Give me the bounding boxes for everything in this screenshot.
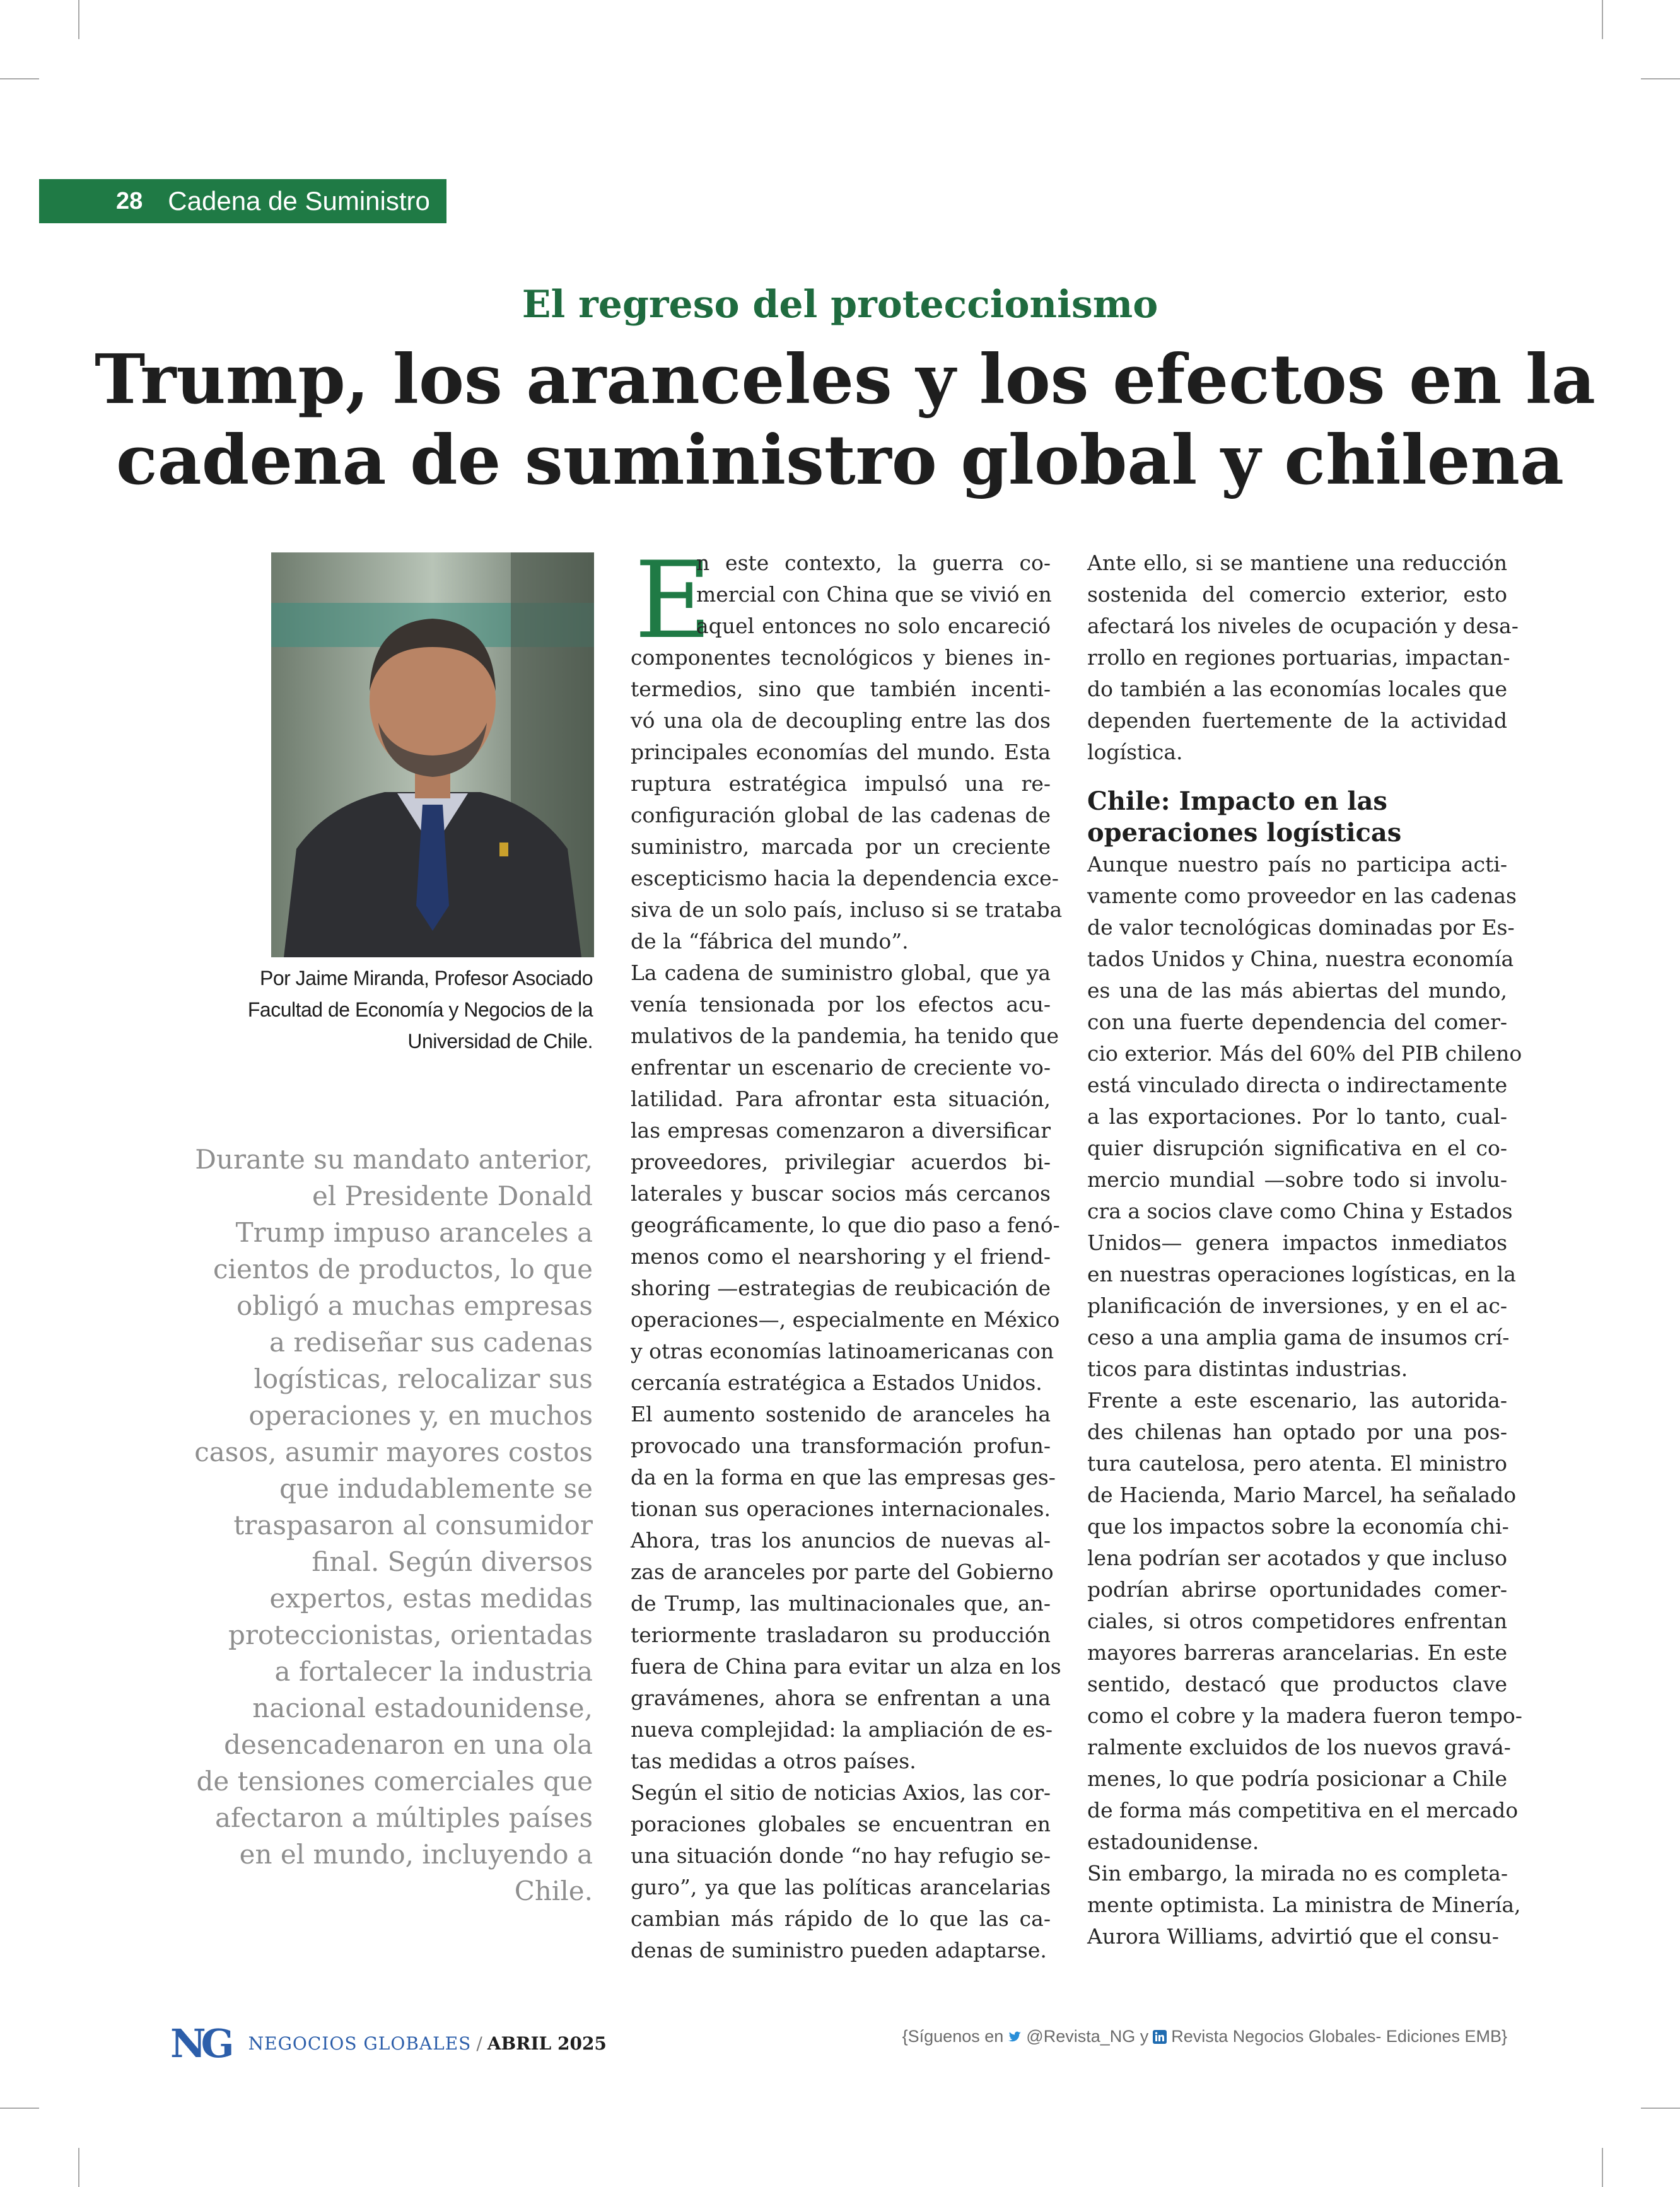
pullquote-line: Chile.	[514, 1875, 593, 1906]
body-line: cercanía estratégica a Estados Unidos.	[631, 1370, 1042, 1395]
body-line: do también a las economías locales que	[1087, 677, 1507, 701]
body-line: Según el sitio de noticias Axios, las cor-	[631, 1780, 1051, 1805]
body-line: aquel entonces no solo encareció	[696, 614, 1051, 638]
pullquote-line: Durante su mandato anterior,	[195, 1144, 593, 1175]
linkedin-name[interactable]: Revista Negocios Globales- Ediciones EMB}	[1171, 2027, 1507, 2046]
body-line: cio exterior. Más del 60% del PIB chileno	[1087, 1041, 1522, 1066]
body-line: a las exportaciones. Por lo tanto, cual-	[1087, 1104, 1507, 1129]
body-line: principales economías del mundo. Esta	[631, 740, 1051, 764]
article-kicker: El regreso del proteccionismo	[522, 283, 1158, 327]
caption-line: Universidad de Chile.	[407, 1030, 593, 1053]
body-line: Aunque nuestro país no participa acti-	[1087, 852, 1507, 877]
footer-separator: /	[476, 2033, 482, 2054]
body-line: podrían abrirse oportunidades comer-	[1087, 1577, 1507, 1602]
crop-mark	[78, 0, 79, 39]
body-line: zas de aranceles por parte del Gobierno	[631, 1560, 1054, 1584]
body-line: estadounidense.	[1087, 1829, 1259, 1854]
body-line: teriormente trasladaron su producción	[631, 1623, 1051, 1647]
author-portrait-icon	[271, 552, 594, 957]
section-title: Cadena de Suministro	[168, 186, 430, 216]
caption-line: Facultad de Economía y Negocios de la	[247, 998, 593, 1021]
pullquote-line: proteccionistas, orientadas	[228, 1619, 593, 1650]
pullquote-line: de tensiones comerciales que	[196, 1766, 593, 1797]
body-line: operaciones—, especialmente en México	[631, 1307, 1060, 1332]
pullquote-line: a rediseñar sus cadenas	[269, 1327, 593, 1358]
body-line: venía tensionada por los efectos acu-	[631, 992, 1051, 1017]
body-line: Ahora, tras los anuncios de nuevas al-	[631, 1528, 1051, 1553]
headline-line: Trump, los aranceles y los efectos en la	[95, 340, 1596, 419]
crop-mark	[1641, 78, 1680, 79]
body-line: planificación de inversiones, y en el ac-	[1087, 1293, 1507, 1318]
crop-mark	[1602, 0, 1603, 39]
body-line: nueva complejidad: la ampliación de es-	[631, 1717, 1053, 1742]
body-line: rrollo en regiones portuarias, impactan-	[1087, 645, 1510, 670]
body-line: geográficamente, lo que dio paso a fenó-	[631, 1213, 1060, 1237]
pullquote-line: que indudablemente se	[279, 1473, 593, 1504]
body-line: de Trump, las multinacionales que, an-	[631, 1591, 1051, 1616]
body-line: Ante ello, si se mantiene una reducción	[1087, 551, 1507, 575]
body-line: y otras economías latinoamericanas con	[631, 1339, 1054, 1363]
body-line: n este contexto, la guerra co-	[696, 551, 1051, 575]
body-line: Frente a este escenario, las autorida-	[1087, 1388, 1507, 1413]
pull-quote	[164, 1141, 593, 1910]
body-line: cra a socios clave como China y Estados	[1087, 1199, 1513, 1223]
twitter-handle[interactable]: @Revista_NG y	[1026, 2027, 1149, 2046]
issue-date: ABRIL 2025	[487, 2033, 607, 2054]
body-line: proveedores, privilegiar acuerdos bi-	[631, 1150, 1051, 1174]
body-column-2	[1087, 547, 1522, 1952]
body-line: Aurora Williams, advirtió que el consu-	[1087, 1924, 1499, 1949]
twitter-icon[interactable]	[1007, 2029, 1022, 2044]
body-line: latilidad. Para afrontar esta situación,	[631, 1087, 1051, 1111]
body-line: es una de las más abiertas del mundo,	[1087, 978, 1507, 1003]
body-line: gravámenes, ahora se enfrentan a una	[631, 1686, 1051, 1710]
body-line: de Hacienda, Mario Marcel, ha señalado	[1087, 1483, 1517, 1507]
body-line: en nuestras operaciones logísticas, en la	[1087, 1262, 1516, 1286]
photo-caption	[189, 962, 593, 1057]
footer-masthead	[170, 2021, 607, 2067]
page-number: 28	[116, 187, 143, 214]
body-line: guro”, ya que las políticas arancelarias	[631, 1875, 1051, 1899]
body-line: afectará los niveles de ocupación y desa-	[1087, 614, 1519, 638]
article-headline	[95, 339, 1596, 501]
body-line: una situación donde “no hay refugio se-	[631, 1843, 1051, 1868]
body-line: mulativos de la pandemia, ha tenido que	[631, 1024, 1059, 1048]
pullquote-line: traspasaron al consumidor	[233, 1510, 593, 1541]
body-line: con una fuerte dependencia del comer-	[1087, 1010, 1507, 1034]
crop-mark	[78, 2148, 79, 2187]
social-prefix: {Síguenos en	[902, 2027, 1004, 2046]
body-line: mayores barreras arancelarias. En este	[1087, 1640, 1507, 1665]
pullquote-line: cientos de productos, lo que	[213, 1254, 593, 1285]
body-line: tionan sus operaciones internacionales.	[631, 1496, 1051, 1521]
subheading-line: operaciones logísticas	[1087, 818, 1402, 848]
body-line: poraciones globales se encuentran en	[631, 1812, 1051, 1836]
pullquote-line: desencadenaron en una ola	[224, 1729, 593, 1760]
body-line: de forma más competitiva en el mercado	[1087, 1798, 1519, 1822]
body-line: provocado una transformación profun-	[631, 1433, 1051, 1458]
body-line: ciales, si otros competidores enfrentan	[1087, 1609, 1507, 1633]
pullquote-line: final. Según diversos	[312, 1546, 593, 1577]
body-line: shoring —estrategias de reubicación de	[631, 1276, 1051, 1300]
body-line: configuración global de las cadenas de	[631, 803, 1051, 827]
linkedin-icon[interactable]	[1152, 2029, 1167, 2044]
body-line: logística.	[1087, 740, 1183, 764]
body-line: escepticismo hacia la dependencia exce-	[631, 866, 1059, 890]
body-line: Unidos— genera impactos inmediatos	[1087, 1230, 1507, 1255]
body-line: mercial con China que se vivió en	[696, 582, 1052, 607]
caption-line: Por Jaime Miranda, Profesor Asociado	[259, 967, 593, 989]
body-paragraphs	[1087, 849, 1522, 1952]
body-line: cambian más rápido de lo que las ca-	[631, 1906, 1051, 1931]
body-line: quier disrupción significativa en el co-	[1087, 1136, 1507, 1160]
body-line: siva de un solo país, incluso si se trataba	[631, 897, 1063, 922]
crop-mark	[1641, 2108, 1680, 2109]
body-paragraphs	[631, 642, 1063, 1966]
body-line: tados Unidos y China, nuestra economía	[1087, 947, 1514, 971]
body-line: sentido, destacó que productos clave	[1087, 1672, 1507, 1696]
body-line: de la “fábrica del mundo”.	[631, 929, 909, 954]
body-line: las empresas comenzaron a diversificar	[631, 1118, 1051, 1143]
pullquote-line: expertos, estas medidas	[269, 1583, 593, 1614]
pullquote-line: obligó a muchas empresas	[236, 1290, 593, 1321]
body-line: ticos para distintas industrias.	[1087, 1356, 1408, 1381]
body-line: da en la forma en que las empresas ges-	[631, 1465, 1056, 1490]
body-line: denas de suministro pueden adaptarse.	[631, 1938, 1047, 1962]
drop-cap: E	[634, 539, 712, 662]
pullquote-line: operaciones y, en muchos	[248, 1400, 593, 1431]
crop-mark	[0, 78, 39, 79]
body-line: lena podrían ser acotados y que incluso	[1087, 1546, 1507, 1570]
body-line: componentes tecnológicos y bienes in-	[631, 645, 1051, 670]
body-line: El aumento sostenido de aranceles ha	[631, 1402, 1051, 1426]
body-line: tas medidas a otros países.	[631, 1749, 916, 1773]
ng-logo: NG	[170, 2021, 230, 2067]
subheading-line: Chile: Impacto en las	[1087, 786, 1387, 816]
body-line: vó una ola de decoupling entre las dos	[631, 708, 1051, 733]
body-line: menos como el nearshoring y el friend-	[631, 1244, 1051, 1269]
body-line: mercio mundial —sobre todo si involu-	[1087, 1167, 1507, 1192]
body-line: laterales y buscar socios más cercanos	[631, 1181, 1051, 1206]
pullquote-line: logísticas, relocalizar sus	[254, 1363, 593, 1394]
pullquote-line: Trump impuso aranceles a	[235, 1217, 593, 1248]
body-column-1	[631, 539, 1063, 1966]
section-header	[39, 179, 446, 223]
footer-social	[902, 2027, 1507, 2046]
body-line: tura cautelosa, pero atenta. El ministro	[1087, 1451, 1507, 1476]
body-line: La cadena de suministro global, que ya	[631, 960, 1051, 985]
crop-mark	[1602, 2148, 1603, 2187]
section-subheading	[1087, 786, 1507, 849]
body-line: ralmente excluidos de los nuevos gravá-	[1087, 1735, 1511, 1759]
pullquote-line: a fortalecer la industria	[274, 1656, 593, 1687]
body-line: suministro, marcada por un creciente	[631, 834, 1051, 859]
body-line: ceso a una amplia gama de insumos crí-	[1087, 1325, 1510, 1350]
body-line: sostenida del comercio exterior, esto	[1087, 582, 1507, 607]
body-line: menes, lo que podría posicionar a Chile	[1087, 1766, 1507, 1791]
body-line: fuera de China para evitar un alza en los	[631, 1654, 1061, 1679]
crop-mark	[0, 2108, 39, 2109]
pullquote-line: afectaron a múltiples países	[214, 1802, 593, 1833]
pullquote-line: en el mundo, incluyendo a	[239, 1839, 593, 1870]
body-line: Sin embargo, la mirada no es completa-	[1087, 1861, 1508, 1886]
body-line: ruptura estratégica impulsó una re-	[631, 771, 1051, 796]
magazine-name: NEGOCIOS GLOBALES	[248, 2033, 472, 2054]
body-line: vamente como proveedor en las cadenas	[1087, 884, 1517, 908]
body-line: termedios, sino que también incenti-	[631, 677, 1051, 701]
body-line: des chilenas han optado por una pos-	[1087, 1420, 1507, 1444]
pullquote-line: casos, asumir mayores costos	[194, 1437, 593, 1467]
body-line: que los impactos sobre la economía chi-	[1087, 1514, 1509, 1539]
body-line: está vinculado directa o indirectamente	[1087, 1073, 1508, 1097]
body-line: dependen fuertemente de la actividad	[1087, 708, 1507, 733]
author-photo	[271, 552, 594, 957]
intro-paragraph	[1087, 547, 1519, 768]
body-line: como el cobre y la madera fueron tempo-	[1087, 1703, 1522, 1728]
body-line: de valor tecnológicas dominadas por Es-	[1087, 915, 1515, 940]
body-line: enfrentar un escenario de creciente vo-	[631, 1055, 1051, 1080]
pullquote-line: nacional estadounidense,	[252, 1693, 593, 1723]
headline-line: cadena de suministro global y chilena	[116, 421, 1564, 500]
pullquote-line: el Presidente Donald	[312, 1181, 593, 1211]
body-line: mente optimista. La ministra de Minería,	[1087, 1892, 1521, 1917]
